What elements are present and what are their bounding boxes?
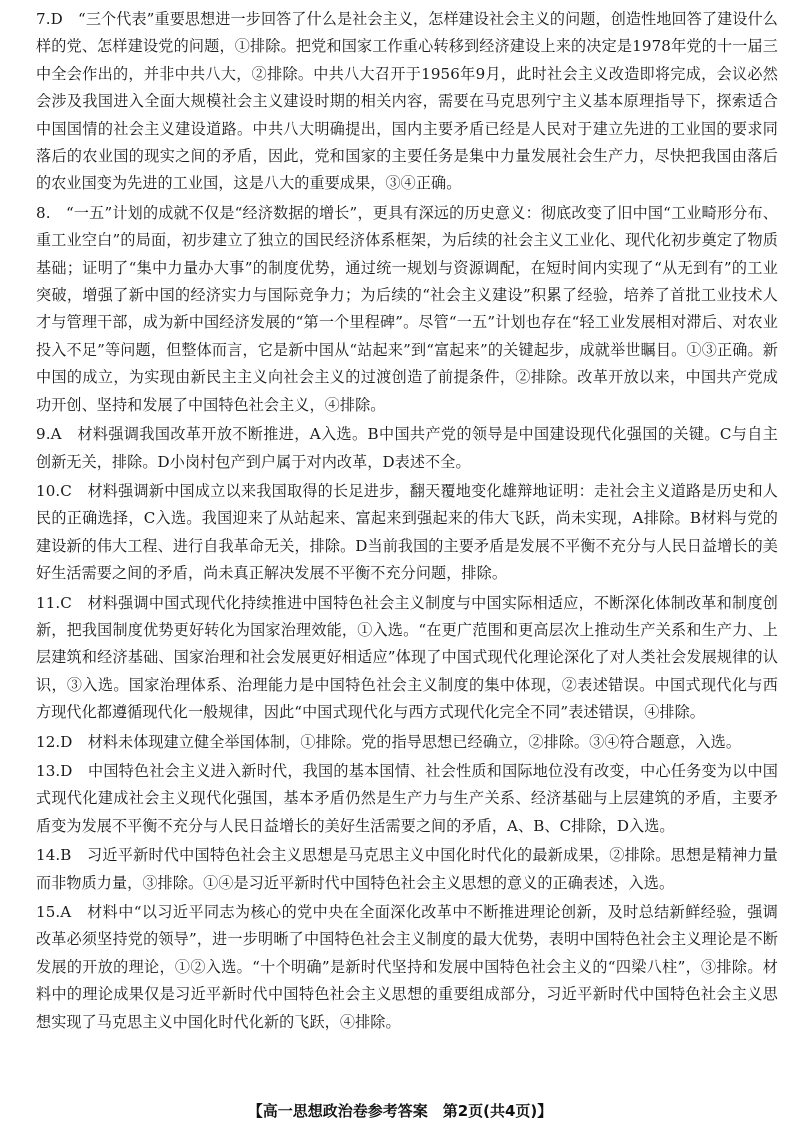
answer-item-14: 14.B 习近平新时代中国特色社会主义思想是马克思主义中国化时代化的最新成果，②排除。思想是精神力量而非物质力量，③排除。①④是习近平新时代中国特色社会主义思想的意义的正确表述，入选。 <box>36 846 778 892</box>
answer-key-content <box>36 6 778 1038</box>
answer-item-8: 8. “一五”计划的成就不仅是“经济数据的增长”，更具有深远的历史意义：彻底改变了旧中国“工业畸形分布、重工业空白”的局面，初步建立了独立的国民经济体系框架，为后续的社会主义工业化、现代化初步奠定了物质基础；证明了“集中力量办大事”的制度优势，通过统一规划与资源调配，在短时间内实现了“从无到有”的工业突破，增强了新中国的经济实力与国际竞争力；为后续的“社会主义建设”积累了经验，培养了首批工业技术人才与管理干部，成为新中国经济发展的“第一个里程碑”。尽管“一五”计划也存在“轻工业发展相对滞后、对农业投入不足”等问题，但整体而言，它是新中国从“站起来”到“富起来”的关键起步，成就举世瞩目。①③正确。新中国的成立，为实现由新民主主义向社会主义的过渡创造了前提条件，②排除。改革开放以来，中国共产党成功开创、坚持和发展了中国特色社会主义，④排除。 <box>36 203 778 414</box>
answer-item-9: 9.A 材料强调我国改革开放不断推进，A入选。B中国共产党的领导是中国建设现代化强国的关键。C与自主创新无关，排除。D小岗村包产到户属于对内改革，D表述不全。 <box>36 425 778 471</box>
page-footer: 【高一思想政治卷参考答案 第2页(共4页)】 <box>247 1102 553 1120</box>
answer-item-12: 12.D 材料未体现建立健全举国体制，①排除。党的指导思想已经确立，②排除。③④符合题意，入选。 <box>36 732 742 751</box>
answer-item-15: 15.A 材料中“以习近平同志为核心的党中央在全面深化改革中不断推进理论创新，及时总结新鲜经验，强调改革必须坚持党的领导”，进一步明晰了中国特色社会主义制度的最大优势，表明中国特色社会主义理论是不断发展的开放的理论，①②入选。“十个明确”是新时代坚持和发展中国特色社会主义的“四梁八柱”，③排除。材料中的理论成果仅是习近平新时代中国特色社会主义思想的重要组成部分，习近平新时代中国特色社会主义思想实现了马克思主义中国化时代化新的飞跃，④排除。 <box>36 903 778 1031</box>
answer-item-11: 11.C 材料强调中国式现代化持续推进中国特色社会主义制度与中国实际相适应，不断深化体制改革和制度创新，把我国制度优势更好转化为国家治理效能，①入选。“在更广范围和更高层次上推动生产关系和生产力、上层建筑和经济基础、国家治理和社会发展更好相适应”体现了中国式现代化理论深化了对人类社会发展规律的认识，③入选。国家治理体系、治理能力是中国特色社会主义制度的集中体现，②表述错误。中国式现代化与西方现代化都遵循现代化一般规律，因此“中国式现代化与西方式现代化完全不同”表述错误，④排除。 <box>36 593 778 722</box>
answer-item-13: 13.D 中国特色社会主义进入新时代，我国的基本国情、社会性质和国际地位没有改变，中心任务变为以中国式现代化建成社会主义现代化强国，基本矛盾仍然是生产力与生产关系、经济基础与上层建筑的矛盾，主要矛盾变为发展不平衡不充分与人民日益增长的美好生活需要之间的矛盾，A、B、C排除，D入选。 <box>36 761 778 835</box>
answer-item-7: 7.D “三个代表”重要思想进一步回答了什么是社会主义，怎样建设社会主义的问题，创造性地回答了建设什么样的党、怎样建设党的问题，①排除。把党和国家工作重心转移到经济建设上来的决定是1978年党的十一届三中全会作出的，并非中共八大，②排除。中共八大召开于1956年9月，此时社会主义改造即将完成，会议必然会涉及我国进入全面大规模社会主义建设时期的相关内容，需要在马克思列宁主义基本原理指导下，探索适合中国国情的社会主义建设道路。中共八大明确提出，国内主要矛盾已经是人民对于建立先进的工业国的要求同落后的农业国的现实之间的矛盾，因此，党和国家的主要任务是集中力量发展社会生产力，尽快把我国由落后的农业国变为先进的工业国，这是八大的重要成果，③④正确。 <box>36 10 778 193</box>
answer-item-10: 10.C 材料强调新中国成立以来我国取得的长足进步，翻天覆地变化雄辩地证明：走社会主义道路是历史和人民的正确选择，C入选。我国迎来了从站起来、富起来到强起来的伟大飞跃，尚未实现，A排除。B材料与党的建设新的伟大工程、进行自我革命无关，排除。D当前我国的主要矛盾是发展不平衡不充分与人民日益增长的美好生活需要之间的矛盾，尚未真正解决发展不平衡不充分问题，排除。 <box>36 481 778 583</box>
